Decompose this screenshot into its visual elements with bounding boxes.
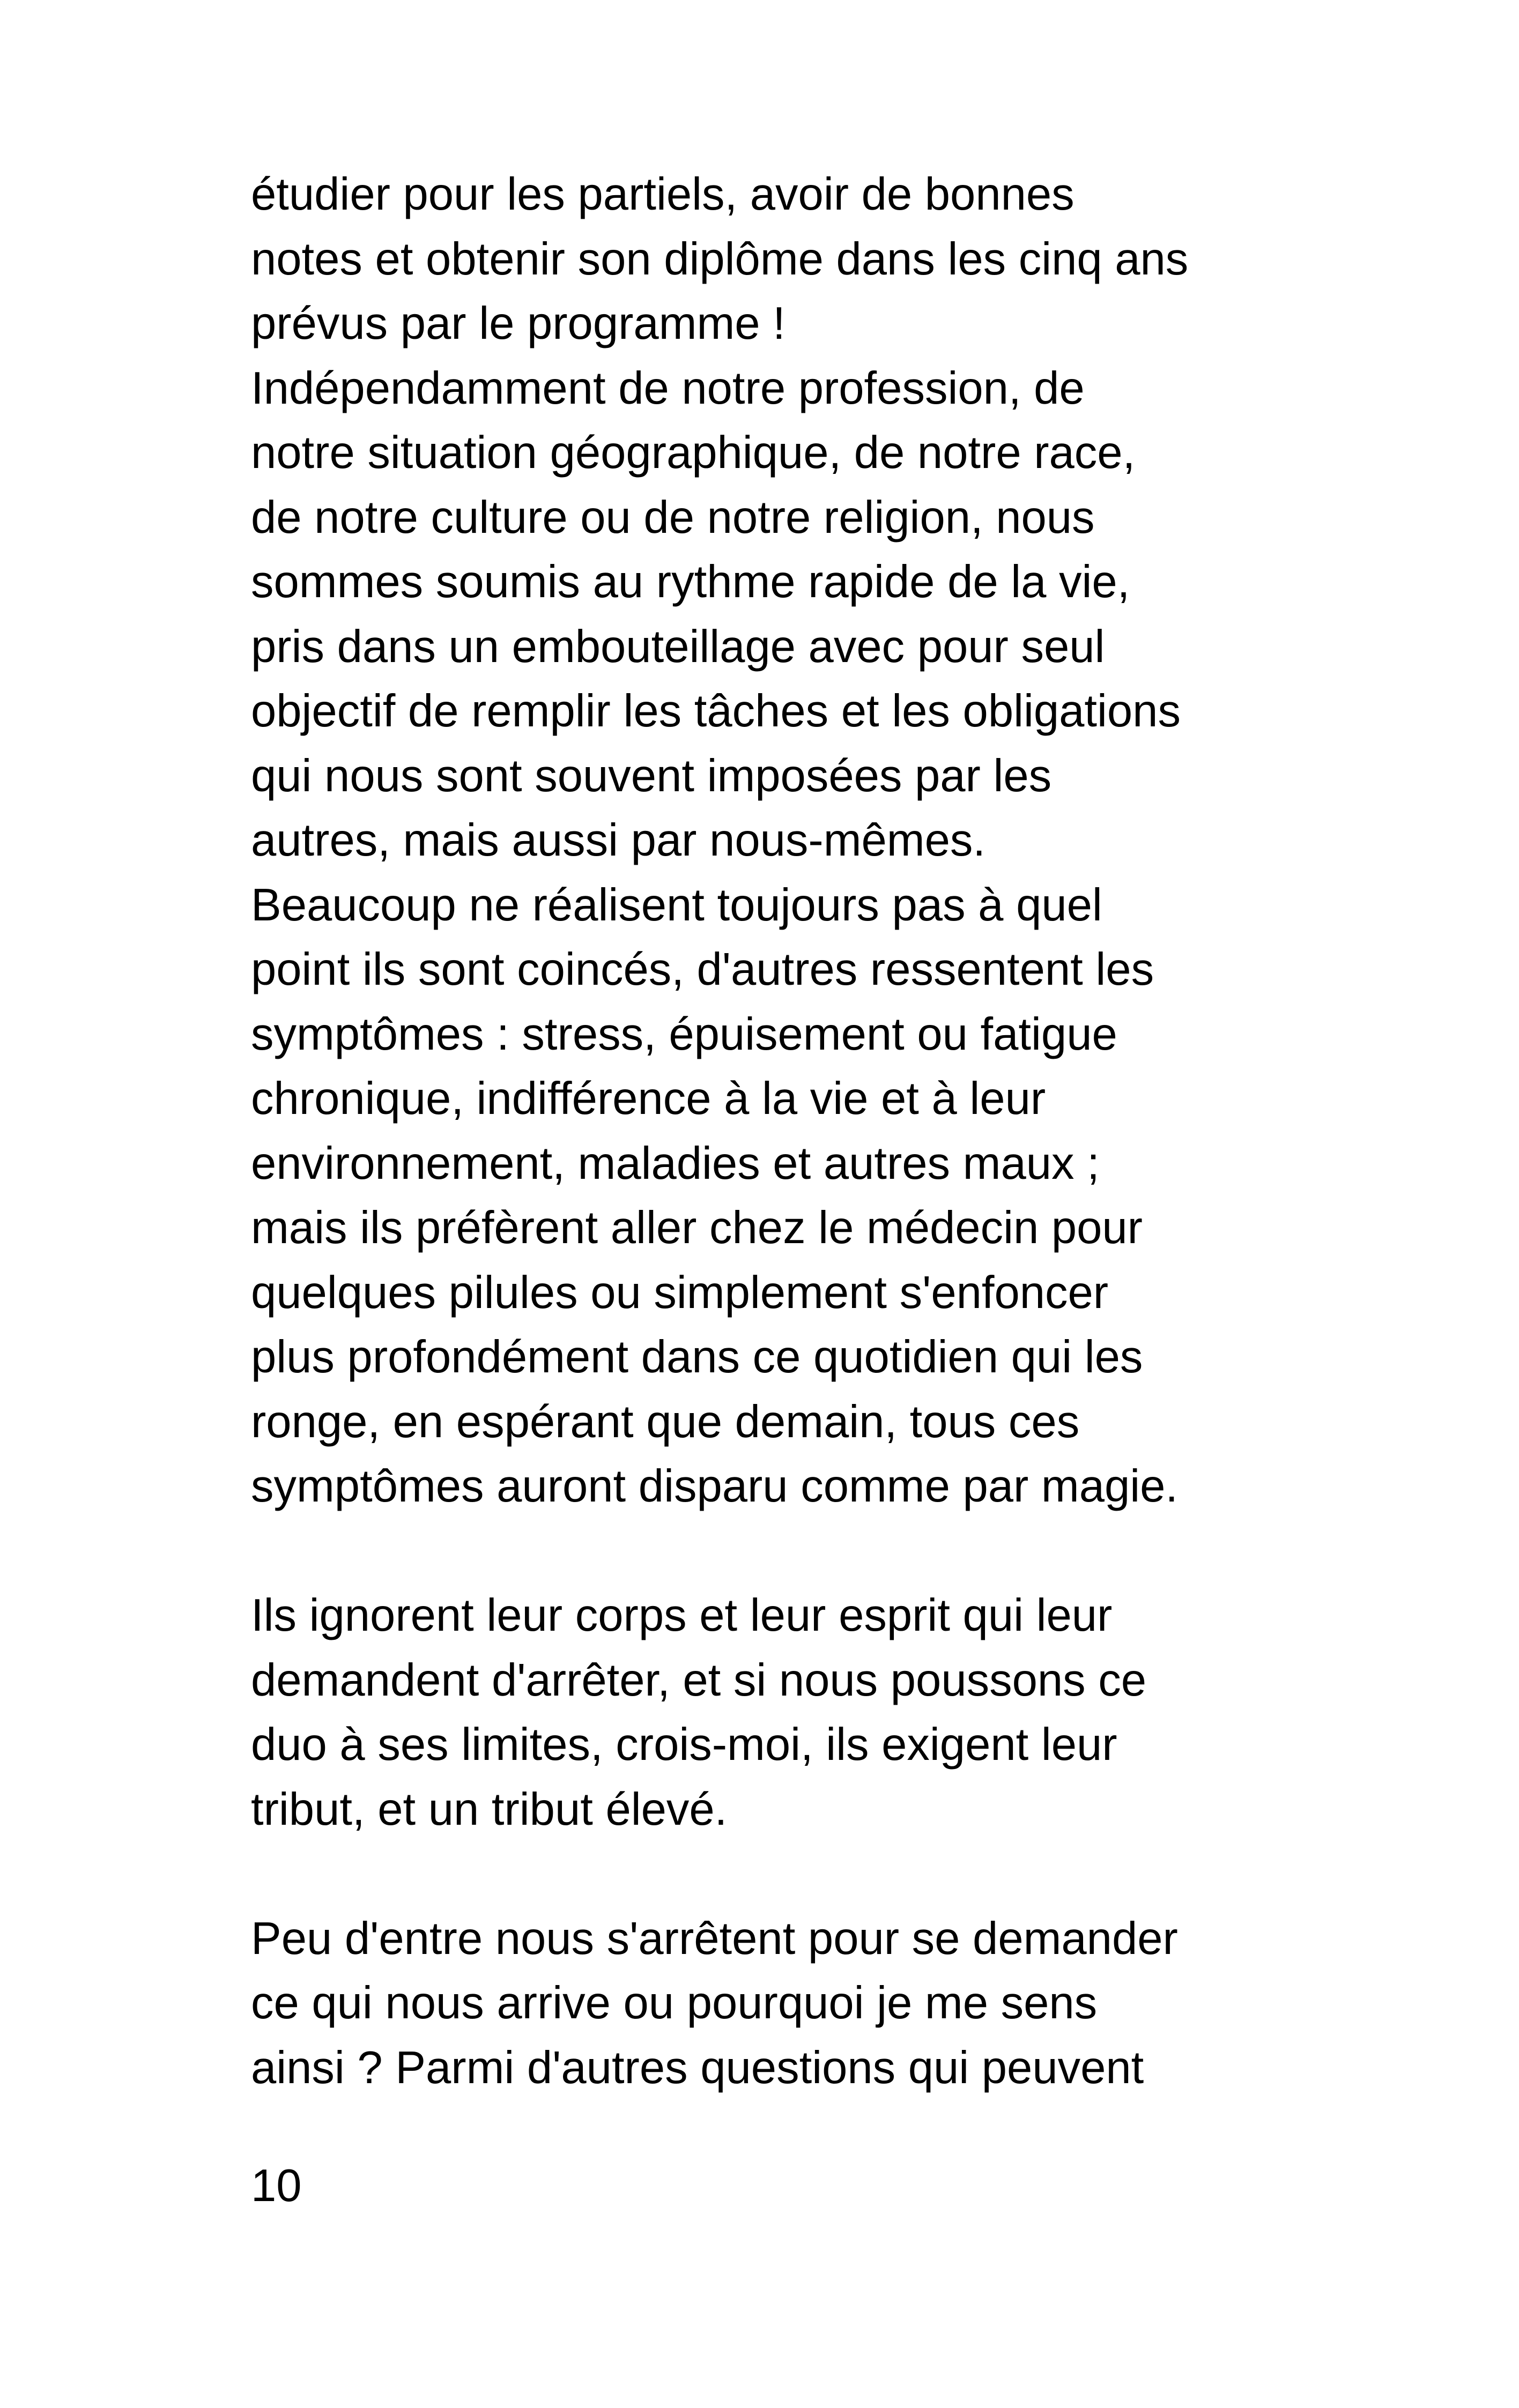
- text-line: pris dans un embouteillage avec pour seul: [251, 621, 1105, 672]
- text-line: de notre culture ou de notre religion, nous: [251, 492, 1095, 543]
- text-line: ainsi ? Parmi d'autres questions qui peuvent: [251, 2042, 1144, 2093]
- text-line: Beaucoup ne réalisent toujours pas à quel: [251, 879, 1102, 931]
- text-line: sommes soumis au rythme rapide de la vie,: [251, 556, 1130, 607]
- text-line: autres, mais aussi par nous-mêmes.: [251, 815, 986, 866]
- text-line: qui nous sont souvent imposées par les: [251, 750, 1052, 801]
- page-number: 10: [251, 2160, 302, 2211]
- paragraph: [251, 1584, 1345, 1842]
- paragraph: [251, 873, 1345, 1519]
- text-line: étudier pour les partiels, avoir de bonnes: [251, 169, 1075, 220]
- text-line: Peu d'entre nous s'arrêtent pour se demander: [251, 1913, 1178, 1964]
- text-line: chronique, indifférence à la vie et à leur: [251, 1073, 1046, 1124]
- text-line: plus profondément dans ce quotidien qui les: [251, 1332, 1143, 1383]
- paragraph: [251, 1907, 1345, 2101]
- text-line: Ils ignorent leur corps et leur esprit qui leur: [251, 1590, 1113, 1641]
- text-line: mais ils préfèrent aller chez le médecin pour: [251, 1202, 1143, 1253]
- text-line: Indépendamment de notre profession, de: [251, 362, 1085, 414]
- text-line: notes et obtenir son diplôme dans les cinq ans: [251, 233, 1189, 285]
- body-text: [251, 162, 1345, 2100]
- text-line: environnement, maladies et autres maux ;: [251, 1138, 1100, 1189]
- text-line: point ils sont coincés, d'autres ressentent les: [251, 944, 1154, 995]
- text-line: ce qui nous arrive ou pourquoi je me sens: [251, 1978, 1098, 2028]
- paragraph-spacer: [251, 1842, 1345, 1907]
- text-line: objectif de remplir les tâches et les obligations: [251, 686, 1181, 737]
- text-line: quelques pilules ou simplement s'enfoncer: [251, 1267, 1109, 1318]
- paragraph: [251, 162, 1345, 356]
- text-line: symptômes : stress, épuisement ou fatigue: [251, 1008, 1117, 1060]
- text-line: tribut, et un tribut élevé.: [251, 1783, 728, 1835]
- text-line: ronge, en espérant que demain, tous ces: [251, 1396, 1080, 1447]
- text-line: notre situation géographique, de notre race,: [251, 427, 1136, 478]
- text-line: demandent d'arrêter, et si nous poussons ce: [251, 1654, 1147, 1706]
- text-line: symptômes auront disparu comme par magie.: [251, 1461, 1179, 1512]
- paragraph-spacer: [251, 1519, 1345, 1584]
- text-line: duo à ses limites, crois-moi, ils exigent leur: [251, 1719, 1117, 1770]
- text-line: prévus par le programme !: [251, 298, 786, 349]
- paragraph: [251, 356, 1345, 873]
